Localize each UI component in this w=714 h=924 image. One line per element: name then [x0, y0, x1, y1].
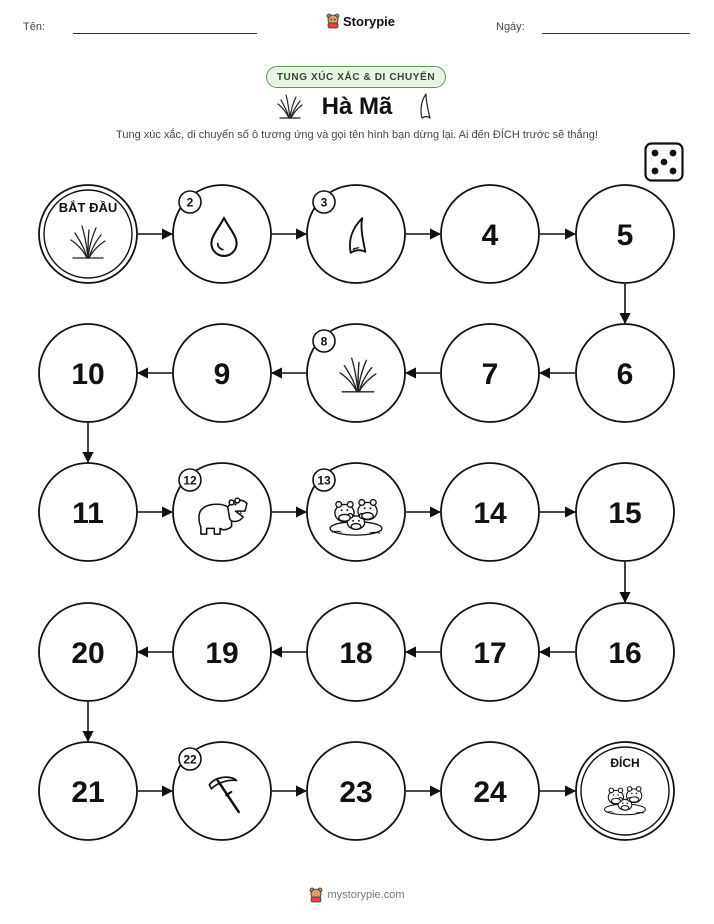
board-cell-13[interactable]: [307, 463, 405, 561]
board-cell-22[interactable]: [173, 742, 271, 840]
board-cell-15[interactable]: [576, 463, 674, 561]
cell-badge-number: 22: [183, 752, 197, 767]
cell-number: 18: [339, 637, 373, 670]
board-cell-11[interactable]: [39, 463, 137, 561]
start-label: BẮT ĐẦU: [58, 200, 118, 215]
board-cell-17[interactable]: [441, 603, 539, 701]
cell-number: 19: [205, 637, 239, 670]
cell-badge-number: 8: [320, 334, 328, 349]
cell-badge-number: 2: [186, 195, 194, 210]
cell-number: 16: [608, 637, 642, 670]
cell-number: 21: [71, 776, 105, 809]
board-cell-16[interactable]: [576, 603, 674, 701]
board-cell-21[interactable]: [39, 742, 137, 840]
board-cell-24[interactable]: [441, 742, 539, 840]
cell-badge-number: 3: [320, 195, 328, 210]
board-cell-8[interactable]: [307, 324, 405, 422]
footer: [0, 887, 714, 903]
cell-number: 7: [481, 358, 499, 391]
board-cell-7[interactable]: [441, 324, 539, 422]
cell-number: 10: [71, 358, 105, 391]
board-cell-6[interactable]: [576, 324, 674, 422]
activity-tag: TUNG XÚC XẮC & DI CHUYỂN: [266, 66, 446, 88]
board-cell-18[interactable]: [307, 603, 405, 701]
board-cell-9[interactable]: [173, 324, 271, 422]
page-title: Hà Mã: [321, 93, 393, 120]
finish-label: ĐÍCH: [610, 756, 640, 770]
board-cell-2[interactable]: [173, 185, 271, 283]
bear-logo-icon: [309, 887, 323, 903]
cell-number: 14: [473, 497, 507, 530]
cell-number: 24: [473, 776, 507, 809]
cell-number: 11: [72, 497, 104, 530]
instructions: Tung xúc xắc, di chuyển số ô tương ứng và gọi tên hình bạn dừng lại. Ai đến ĐÍCH trước sẽ thắng!: [116, 129, 598, 141]
board-cell-4[interactable]: [441, 185, 539, 283]
board-cell-25[interactable]: [576, 742, 674, 840]
board-cell-3[interactable]: [307, 185, 405, 283]
board-cell-20[interactable]: [39, 603, 137, 701]
footer-url[interactable]: mystorypie.com: [327, 889, 405, 901]
board-cell-19[interactable]: [173, 603, 271, 701]
cell-badge-number: 12: [183, 473, 197, 488]
cell-number: 17: [473, 637, 507, 670]
cell-number: 9: [213, 358, 231, 391]
board-cell-23[interactable]: [307, 742, 405, 840]
board-cell-12[interactable]: [173, 463, 271, 561]
board-cell-1[interactable]: [39, 185, 137, 283]
board-cell-14[interactable]: [441, 463, 539, 561]
board-cell-5[interactable]: [576, 185, 674, 283]
name-label: Tên:: [23, 21, 46, 33]
cell-number: 5: [616, 219, 634, 252]
board-cell-10[interactable]: [39, 324, 137, 422]
brand-name: Storypie: [343, 13, 396, 29]
cell-number: 6: [616, 358, 634, 391]
cell-number: 15: [608, 497, 642, 530]
cell-badge-number: 13: [317, 473, 331, 488]
cell-number: 23: [339, 776, 373, 809]
date-label: Ngày:: [496, 21, 525, 33]
cell-number: 4: [481, 219, 499, 252]
cell-number: 20: [71, 637, 105, 670]
